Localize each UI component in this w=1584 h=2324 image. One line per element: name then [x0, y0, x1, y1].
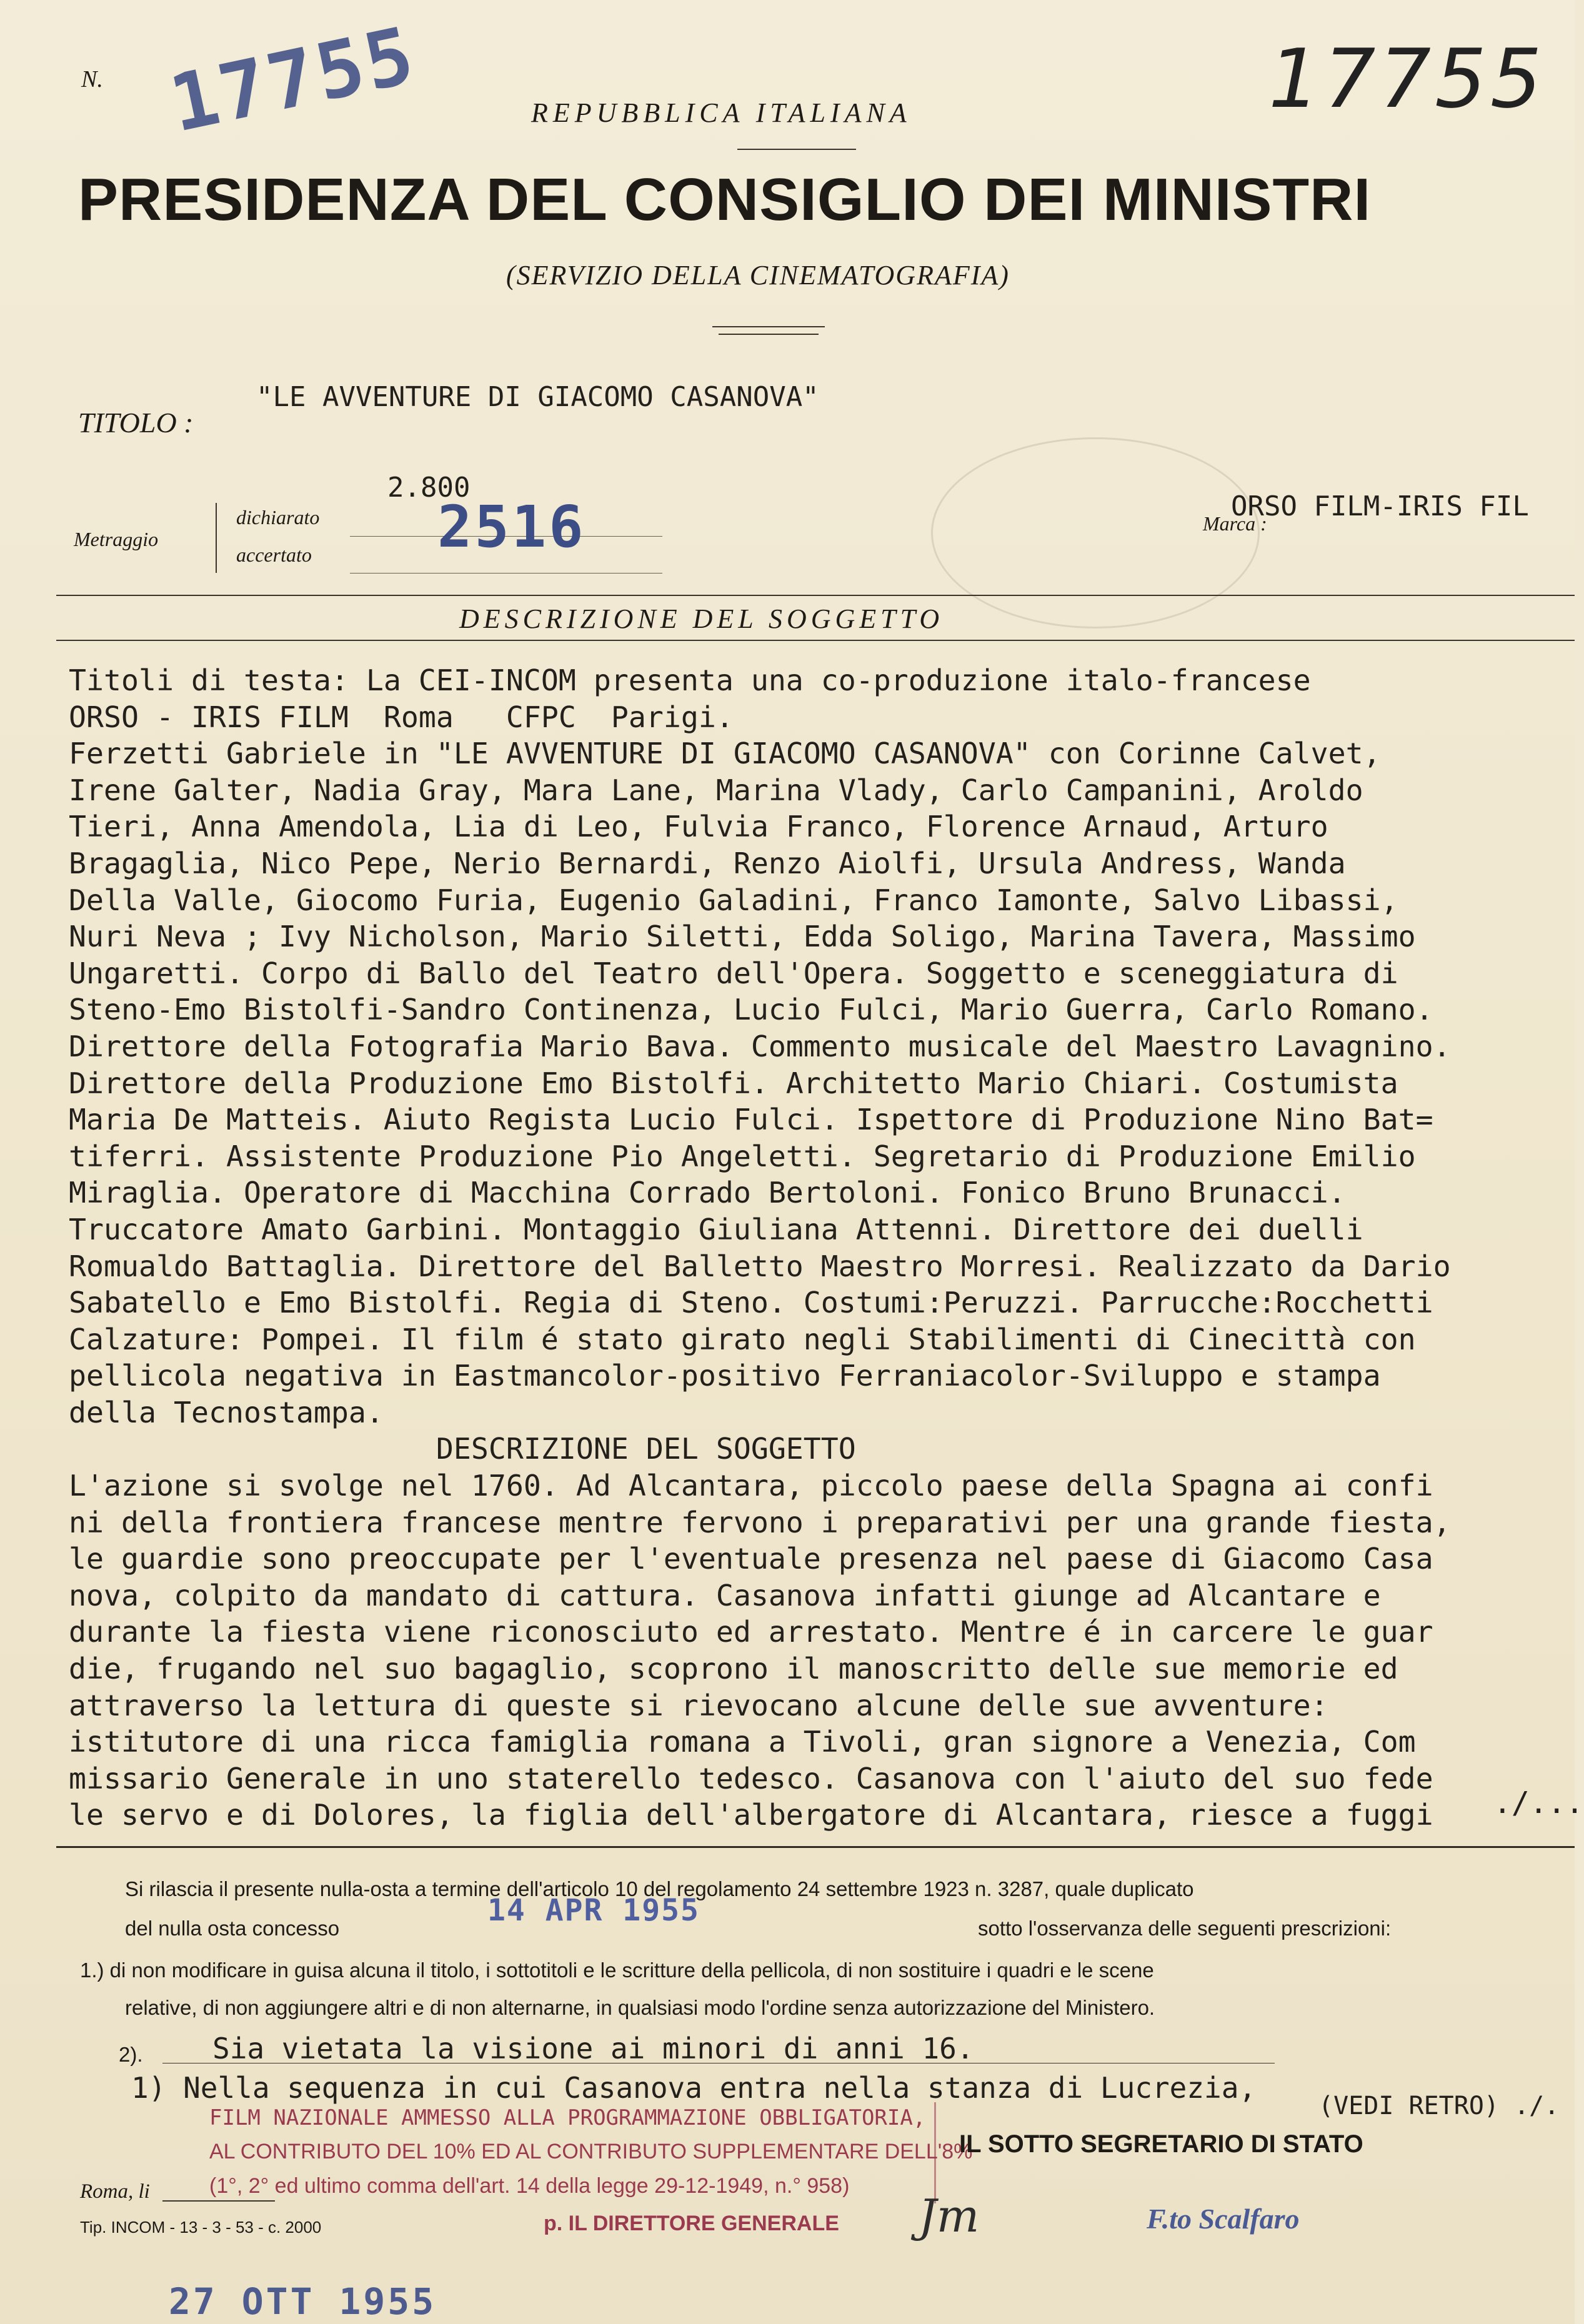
printer-label: Tip. INCOM - 13 - 3 - 53 - c. 2000	[80, 2218, 322, 2237]
divider	[712, 326, 825, 327]
description-heading: DESCRIZIONE DEL SOGGETTO	[459, 603, 944, 634]
section-top-line	[56, 595, 1575, 596]
declared-label: dichiarato	[236, 506, 320, 529]
protocol-number-stamp: 17755	[162, 9, 424, 150]
brand-value: ORSO FILM-IRIS FIL	[1231, 490, 1529, 522]
nulla-osta-text-line1: Si rilascia il presente nulla-osta a termine dell'articolo 10 del regolamento 24 settembre 1923 n. 3287, quale duplicato	[125, 1877, 1194, 1900]
service-subheading: (SERVIZIO DELLA CINEMATOGRAFIA)	[506, 260, 1010, 290]
number-label: N.	[81, 66, 103, 92]
signature-stamp: F.to Scalfaro	[1147, 2203, 1300, 2235]
description-body: Titoli di testa: La CEI-INCOM presenta una co-produzione italo-francese ORSO - IRIS FILM Roma CFPC Parigi. Ferzetti Gabriele in "LE AVVENTURE DI GIACOMO CASANOVA" con Corinne Calvet, Irene Galter, Nadia Gray, Mara Lane, Marina Vlady, Carlo Campanini, Aroldo Tieri, Anna Amendola, Lia di Leo, Fulvia Franco, Florence Arnaud, Arturo Bragaglia, Nico Pepe, Nerio Bernardi, Renzo Aiolfi, Ursula Andress, Wanda Della Valle, Giocomo Furia, Eugenio Galadini, Franco Iamonte, Salvo Libassi, Nuri Neva ; Ivy Nicholson, Mario Siletti, Edda Soligo, Marina Tavera, Massimo Ungaretti. Corpo di Ballo del Teatro dell'Opera. Soggetto e sceneggiatura di Steno-Emo Bistolfi-Sandro Continenza, Lucio Fulci, Mario Guerra, Carlo Romano. Direttore della Fotografia Mario Bava. Commento musicale del Maestro Lavagnino. Direttore della Produzione Emo Bistolfi. Architetto Mario Chiari. Costumista Maria De Matteis. Aiuto Regista Lucio Fulci. Ispettore di Produzione Nino Bat= tiferri. Assistente Produzione Pio Angeletti. Segretario di Produzione Emilio Miraglia. Operatore di Macchina Corrado Bertoloni. Fonico Bruno Brunacci. Truccatore Amato Garbini. Montaggio Giuliana Attenni. Direttore dei duelli Romualdo Battaglia. Direttore del Balletto Maestro Morresi. Realizzato da Dario Sabatello e Emo Bistolfi. Regia di Steno. Costumi:Peruzzi. Parrucche:Rocchetti Calzature: Pompei. Il film é stato girato negli Stabilimenti di Cinecittà con pellicola negativa in Eastmancolor-positivo Ferraniacolor-Sviluppo e stampa della Tecnostampa. DESCRIZIONE DEL SOGGETTO L'azione si svolge nel 1760. Ad Alcantara, piccolo paese della Spagna ai confi ni della frontiera francese mentre fervono i preparativi per una grande fiesta, le guardie sono preoccupate per l'eventuale presenza nel paese di Giacomo Casa nova, colpito da mandato di cattura. Casanova infatti giunge ad Alcantare e durante la fiesta viene riconosciuto ed arrestato. Mentre é in carcere le guar die, frugando nel suo bagaglio, scoprono il manoscritto delle sue memorie ed attraverso la lettura di queste si rievocano alcune delle sue avventure: istitutore di una ricca famiglia romana a Tivoli, gran signore a Venezia, Com missario Generale in uno staterello tedesco. Casanova con l'aiuto del suo fede le servo e di Dolores, la figlia dell'albergatore di Alcantara, riesce a fuggi	[69, 663, 1451, 1832]
date-stamp: 14 APR 1955	[487, 1893, 700, 1928]
section-bottom-line	[56, 640, 1575, 641]
director-signature: Jm	[919, 2190, 980, 2242]
divider	[737, 149, 856, 150]
presidency-heading: PRESIDENZA DEL CONSIGLIO DEI MINISTRI	[78, 166, 1372, 233]
prescription-1-line2: relative, di non aggiungere altri e di non alternarne, in qualsiasi modo l'ordine senza autorizzazione del Ministero.	[125, 1996, 1155, 2019]
brand-label: Marca :	[1203, 512, 1267, 535]
film-stamp-line3: (1°, 2° ed ultimo comma dell'art. 14 della legge 29-12-1949, n.° 958)	[209, 2174, 850, 2198]
bottom-date-stamp: 27 OTT 1955	[169, 2280, 437, 2323]
film-stamp-line2: AL CONTRIBUTO DEL 10% ED AL CONTRIBUTO SUPPLEMENTARE DELL'8%	[209, 2140, 973, 2163]
place-date-label: Roma, li	[80, 2180, 150, 2203]
verified-line	[350, 573, 662, 574]
prescription-2-text: Sia vietata la visione ai minori di anni 16.	[212, 2032, 974, 2065]
prescription-1-line1: 1.) di non modificare in guisa alcuna il titolo, i sottotitoli e le scritture della pellicola, di non sostituire i quadri e le scene	[80, 1959, 1154, 1982]
place-date-line	[162, 2200, 275, 2202]
additional-prescription: 1) Nella sequenza in cui Casanova entra nella stanza di Lucrezia,	[131, 2071, 1257, 2105]
prescription-2-number: 2).	[119, 2043, 143, 2066]
director-general-stamp: p. IL DIRETTORE GENERALE	[544, 2212, 839, 2235]
separator-line	[56, 1846, 1575, 1848]
nulla-osta-text-line2b: sotto l'osservanza delle seguenti prescrizioni:	[978, 1917, 1392, 1940]
declared-footage-value: 2.800	[387, 472, 471, 504]
footage-bracket	[216, 503, 217, 573]
verified-footage-stamp: 2516	[437, 494, 586, 560]
nulla-osta-text-line2: del nulla osta concesso	[125, 1917, 340, 1940]
continued-mark: ./...	[1493, 1785, 1584, 1820]
title-label: TITOLO :	[78, 407, 194, 439]
footage-label: Metraggio	[74, 528, 159, 550]
republic-heading: REPUBBLICA ITALIANA	[531, 97, 912, 128]
undersecretary-label: IL SOTTO SEGRETARIO DI STATO	[959, 2130, 1363, 2158]
verified-label: accertato	[236, 544, 312, 566]
film-stamp-line1: FILM NAZIONALE AMMESSO ALLA PROGRAMMAZIONE OBBLIGATORIA,	[209, 2105, 926, 2130]
handwritten-protocol-number: 17755	[1268, 31, 1546, 126]
see-reverse-note: (VEDI RETRO) ./.	[1318, 2092, 1560, 2120]
divider	[719, 334, 819, 335]
film-title: "LE AVVENTURE DI GIACOMO CASANOVA"	[256, 381, 819, 413]
